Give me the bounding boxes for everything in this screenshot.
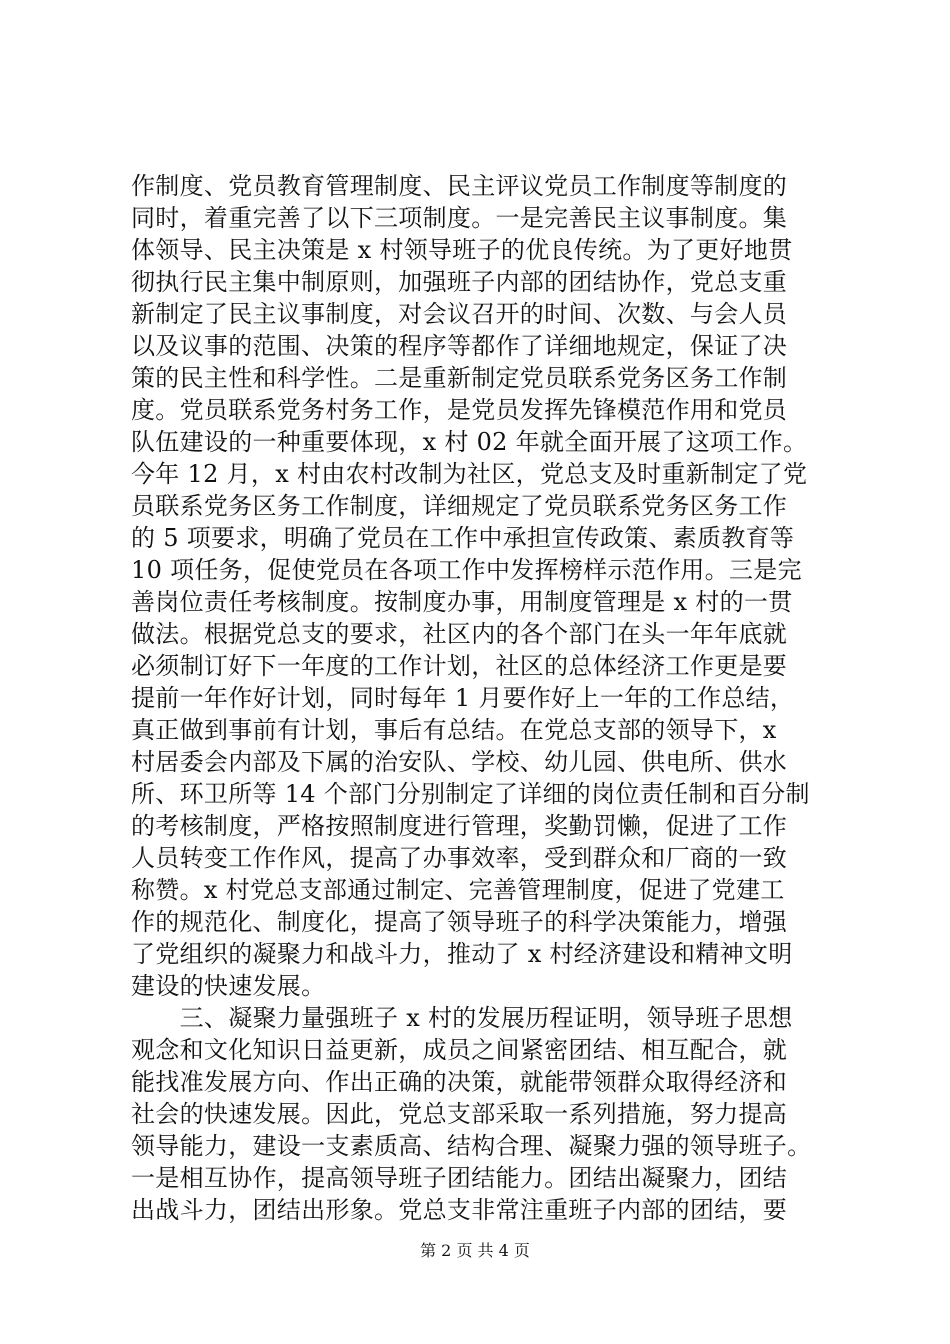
text-line: 建设的快速发展。 bbox=[131, 972, 326, 1000]
text-line: 出战斗力，团结出形象。党总支非常注重班子内部的团结，要 bbox=[131, 1196, 788, 1224]
text-line: 村居委会内部及下属的治安队、学校、幼儿园、供电所、供水 bbox=[131, 748, 788, 776]
text-line: 新制定了民主议事制度，对会议召开的时间、次数、与会人员 bbox=[131, 300, 788, 328]
text-line: 所、环卫所等 14 个部门分别制定了详细的岗位责任制和百分制 bbox=[131, 780, 810, 808]
text-line: 善岗位责任考核制度。按制度办事，用制度管理是 x 村的一贯 bbox=[131, 588, 793, 616]
text-line: 彻执行民主集中制原则，加强班子内部的团结协作，党总支重 bbox=[131, 268, 788, 296]
text-line: 的考核制度，严格按照制度进行管理，奖勤罚懒，促进了工作 bbox=[131, 812, 788, 840]
text-line: 社会的快速发展。因此，党总支部采取一系列措施，努力提高 bbox=[131, 1100, 788, 1128]
text-line: 10 项任务，促使党员在各项工作中发挥榜样示范作用。三是完 bbox=[131, 556, 802, 584]
page-footer: 第 2 页 共 4 页 bbox=[420, 1241, 530, 1260]
text-line: 体领导、民主决策是 x 村领导班子的优良传统。为了更好地贯 bbox=[131, 236, 793, 264]
text-line: 同时，着重完善了以下三项制度。一是完善民主议事制度。集 bbox=[131, 204, 788, 232]
text-line: 领导能力，建设一支素质高、结构合理、凝聚力强的领导班子。 bbox=[131, 1132, 812, 1160]
text-line: 做法。根据党总支的要求，社区内的各个部门在头一年年底就 bbox=[131, 620, 788, 648]
text-line: 作制度、党员教育管理制度、民主评议党员工作制度等制度的 bbox=[131, 172, 788, 200]
text-line: 员联系党务区务工作制度，详细规定了党员联系党务区务工作 bbox=[131, 492, 788, 520]
text-line: 了党组织的凝聚力和战斗力，推动了 x 村经济建设和精神文明 bbox=[131, 940, 793, 968]
text-line: 度。党员联系党务村务工作，是党员发挥先锋模范作用和党员 bbox=[131, 396, 788, 424]
text-line: 一是相互协作，提高领导班子团结能力。团结出凝聚力，团结 bbox=[131, 1164, 788, 1192]
text-line: 策的民主性和科学性。二是重新制定党员联系党务区务工作制 bbox=[131, 364, 788, 392]
text-line: 必须制订好下一年度的工作计划，社区的总体经济工作更是要 bbox=[131, 652, 788, 680]
text-line: 提前一年作好计划，同时每年 1 月要作好上一年的工作总结， bbox=[131, 684, 795, 712]
text-line: 三、凝聚力量强班子 x 村的发展历程证明，领导班子思想 bbox=[131, 1004, 793, 1032]
text-line: 作的规范化、制度化，提高了领导班子的科学决策能力，增强 bbox=[131, 908, 788, 936]
text-line: 今年 12 月，x 村由农村改制为社区，党总支及时重新制定了党 bbox=[131, 460, 808, 488]
text-line: 人员转变工作作风，提高了办事效率，受到群众和厂商的一致 bbox=[131, 844, 788, 872]
text-line: 观念和文化知识日益更新，成员之间紧密团结、相互配合，就 bbox=[131, 1036, 788, 1064]
text-line: 的 5 项要求，明确了党员在工作中承担宣传政策、素质教育等 bbox=[131, 524, 795, 552]
text-line: 真正做到事前有计划，事后有总结。在党总支部的领导下，x bbox=[131, 716, 777, 744]
text-line: 称赞。x 村党总支部通过制定、完善管理制度，促进了党建工 bbox=[131, 876, 785, 904]
text-line: 队伍建设的一种重要体现，x 村 02 年就全面开展了这项工作。 bbox=[131, 428, 808, 456]
text-line: 以及议事的范围、决策的程序等都作了详细地规定，保证了决 bbox=[131, 332, 788, 360]
document-body bbox=[131, 170, 831, 1226]
text-line: 能找准发展方向、作出正确的决策，就能带领群众取得经济和 bbox=[131, 1068, 788, 1096]
